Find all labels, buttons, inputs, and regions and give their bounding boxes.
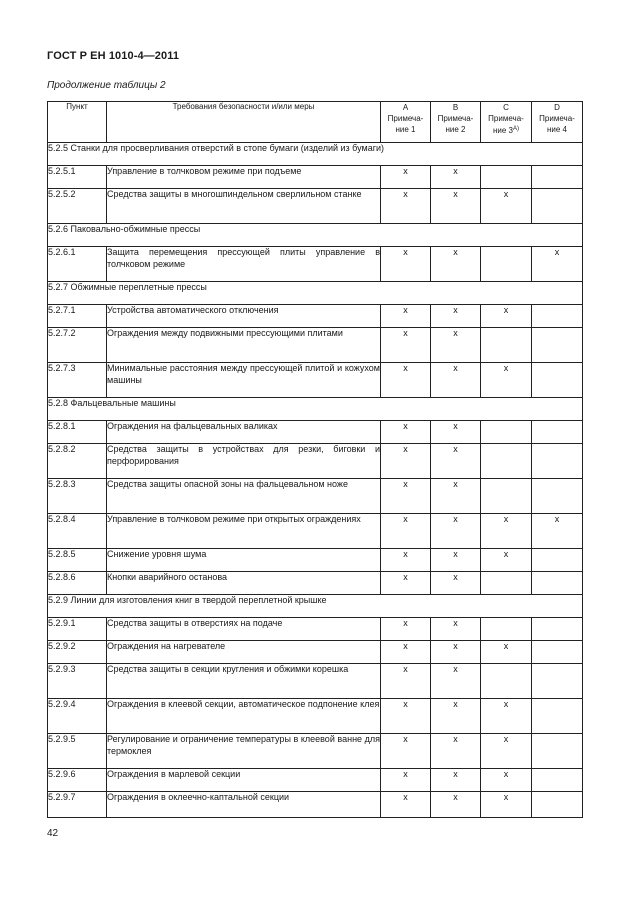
safety-requirements-table [47,101,583,818]
table-row [48,328,583,363]
clause-number: 5.2.9.3 [48,664,107,699]
mark-d [532,641,583,664]
table-row [48,514,583,549]
mark-c: x [481,305,532,328]
mark-d [532,734,583,769]
requirement-text: Средства защиты опасной зоны на фальцевальном ноже [107,479,381,514]
clause-number: 5.2.7.3 [48,363,107,398]
section-row [48,398,583,421]
table-row [48,549,583,572]
requirement-text: Средства защиты в устройствах для резки, биговки и перфорирования [107,444,381,479]
mark-b: x [431,363,481,398]
mark-b: x [431,792,481,818]
mark-a: x [381,166,431,189]
mark-b: x [431,572,481,595]
table-row [48,305,583,328]
mark-a: x [381,247,431,282]
mark-a: x [381,363,431,398]
requirement-text: Устройства автоматического отключения [107,305,381,328]
section-title: 5.2.5 Станки для просверливания отверстий в стопе бумаги (изделий из бумаги) [48,143,583,166]
mark-a: x [381,572,431,595]
clause-number: 5.2.8.5 [48,549,107,572]
column-a-line1: Примеча- [387,114,424,123]
mark-a: x [381,618,431,641]
mark-b: x [431,549,481,572]
requirement-text: Минимальные расстояния между прессующей плитой и кожухом машины [107,363,381,398]
mark-c [481,444,532,479]
mark-a: x [381,734,431,769]
mark-d [532,549,583,572]
table-row [48,444,583,479]
table-row [48,479,583,514]
requirement-text: Ограждения в оклеечно-каптальной секции [107,792,381,818]
clause-number: 5.2.6.1 [48,247,107,282]
mark-b: x [431,247,481,282]
clause-number: 5.2.8.2 [48,444,107,479]
mark-d [532,444,583,479]
mark-d [532,189,583,224]
mark-d [532,699,583,734]
mark-b: x [431,328,481,363]
table-row [48,421,583,444]
column-header-c [481,102,532,143]
clause-number: 5.2.9.2 [48,641,107,664]
mark-b: x [431,618,481,641]
clause-number: 5.2.9.5 [48,734,107,769]
mark-b: x [431,166,481,189]
mark-c: x [481,641,532,664]
table-row [48,664,583,699]
section-row [48,282,583,305]
clause-number: 5.2.7.2 [48,328,107,363]
clause-number: 5.2.5.1 [48,166,107,189]
mark-b: x [431,641,481,664]
mark-a: x [381,769,431,792]
mark-d [532,618,583,641]
clause-number: 5.2.5.2 [48,189,107,224]
section-row [48,595,583,618]
table-continuation-caption: Продолжение таблицы 2 [47,80,166,91]
clause-number: 5.2.8.3 [48,479,107,514]
table-row [48,189,583,224]
mark-c [481,664,532,699]
requirement-text: Ограждения на нагревателе [107,641,381,664]
mark-a: x [381,189,431,224]
column-d-letter: D [554,103,560,112]
requirement-text: Защита перемещения прессующей плиты управление в толчковом режиме [107,247,381,282]
table-row [48,792,583,818]
mark-a: x [381,664,431,699]
mark-d [532,166,583,189]
requirement-text: Ограждения в марлевой секции [107,769,381,792]
mark-b: x [431,444,481,479]
mark-c: x [481,699,532,734]
table-row [48,618,583,641]
mark-c [481,479,532,514]
mark-d [532,769,583,792]
mark-d [532,328,583,363]
column-header-punkt: Пункт [48,102,107,143]
footnote-mark: A) [513,126,519,132]
mark-b: x [431,514,481,549]
mark-b: x [431,664,481,699]
mark-c: x [481,189,532,224]
mark-d [532,363,583,398]
requirement-text: Ограждения на фальцевальных валиках [107,421,381,444]
clause-number: 5.2.9.6 [48,769,107,792]
table-row [48,363,583,398]
requirement-text: Снижение уровня шума [107,549,381,572]
mark-a: x [381,792,431,818]
column-c-line2 [481,124,531,136]
section-title: 5.2.9 Линии для изготовления книг в твердой переплетной крышке [48,595,583,618]
section-title: 5.2.7 Обжимные переплетные прессы [48,282,583,305]
mark-b: x [431,189,481,224]
column-b-letter: B [452,103,459,112]
mark-b: x [431,479,481,514]
requirement-text: Ограждения между подвижными прессующими плитами [107,328,381,363]
column-header-d [532,102,583,143]
mark-c [481,618,532,641]
clause-number: 5.2.8.4 [48,514,107,549]
mark-d [532,572,583,595]
mark-c [481,247,532,282]
table-header-row [48,102,583,143]
table-body [48,143,583,818]
column-b-line1: Примеча- [437,114,474,123]
section-row [48,224,583,247]
mark-a: x [381,699,431,734]
table-row [48,699,583,734]
mark-a: x [381,549,431,572]
mark-a: x [381,479,431,514]
table-row [48,166,583,189]
table-row [48,641,583,664]
table-row [48,734,583,769]
column-a-letter: A [402,103,409,112]
page-number: 42 [47,828,59,839]
requirement-text: Кнопки аварийного останова [107,572,381,595]
mark-b: x [431,769,481,792]
document-code-header: ГОСТ Р ЕН 1010-4—2011 [47,50,180,62]
mark-c: x [481,734,532,769]
mark-a: x [381,514,431,549]
mark-d [532,421,583,444]
column-c-letter: C [503,103,509,112]
mark-b: x [431,305,481,328]
clause-number: 5.2.9.4 [48,699,107,734]
mark-d [532,479,583,514]
column-d-line2: ние 4 [546,125,567,134]
section-title: 5.2.8 Фальцевальные машины [48,398,583,421]
mark-d: x [532,247,583,282]
requirement-text: Средства защиты в многошпиндельном сверлильном станке [107,189,381,224]
mark-c [481,166,532,189]
mark-a: x [381,305,431,328]
requirement-text: Управление в толчковом режиме при подъеме [107,166,381,189]
mark-a: x [381,444,431,479]
requirement-text: Средства защиты в отверстиях на подаче [107,618,381,641]
table-row [48,572,583,595]
column-d-line1: Примеча- [539,114,575,123]
mark-d [532,792,583,818]
mark-c [481,572,532,595]
mark-a: x [381,421,431,444]
section-title: 5.2.6 Паковально-обжимные прессы [48,224,583,247]
mark-a: x [381,641,431,664]
mark-c: x [481,549,532,572]
column-a-line2: ние 1 [395,125,416,134]
clause-number: 5.2.9.7 [48,792,107,818]
column-header-requirements: Требования безопасности и/или меры [107,102,381,143]
requirement-text: Управление в толчковом режиме при открытых ограждениях [107,514,381,549]
section-row [48,143,583,166]
clause-number: 5.2.9.1 [48,618,107,641]
requirement-text: Регулирование и ограничение температуры в клеевой ванне для термоклея [107,734,381,769]
column-header-b [431,102,481,143]
column-c-line2-text: ние 3 [492,126,513,135]
mark-d: x [532,514,583,549]
mark-b: x [431,421,481,444]
mark-d [532,305,583,328]
table-row [48,247,583,282]
mark-c: x [481,792,532,818]
mark-d [532,664,583,699]
mark-c: x [481,363,532,398]
mark-c [481,328,532,363]
mark-a: x [381,328,431,363]
mark-c: x [481,514,532,549]
mark-c: x [481,769,532,792]
clause-number: 5.2.8.6 [48,572,107,595]
column-b-line2: ние 2 [445,125,466,134]
column-c-line1: Примеча- [488,114,524,123]
clause-number: 5.2.7.1 [48,305,107,328]
mark-c [481,421,532,444]
table-row [48,769,583,792]
clause-number: 5.2.8.1 [48,421,107,444]
column-header-a [381,102,431,143]
requirement-text: Средства защиты в секции кругления и обжимки корешка [107,664,381,699]
mark-b: x [431,699,481,734]
requirement-text: Ограждения в клеевой секции, автоматическое подпонение клея [107,699,381,734]
mark-b: x [431,734,481,769]
